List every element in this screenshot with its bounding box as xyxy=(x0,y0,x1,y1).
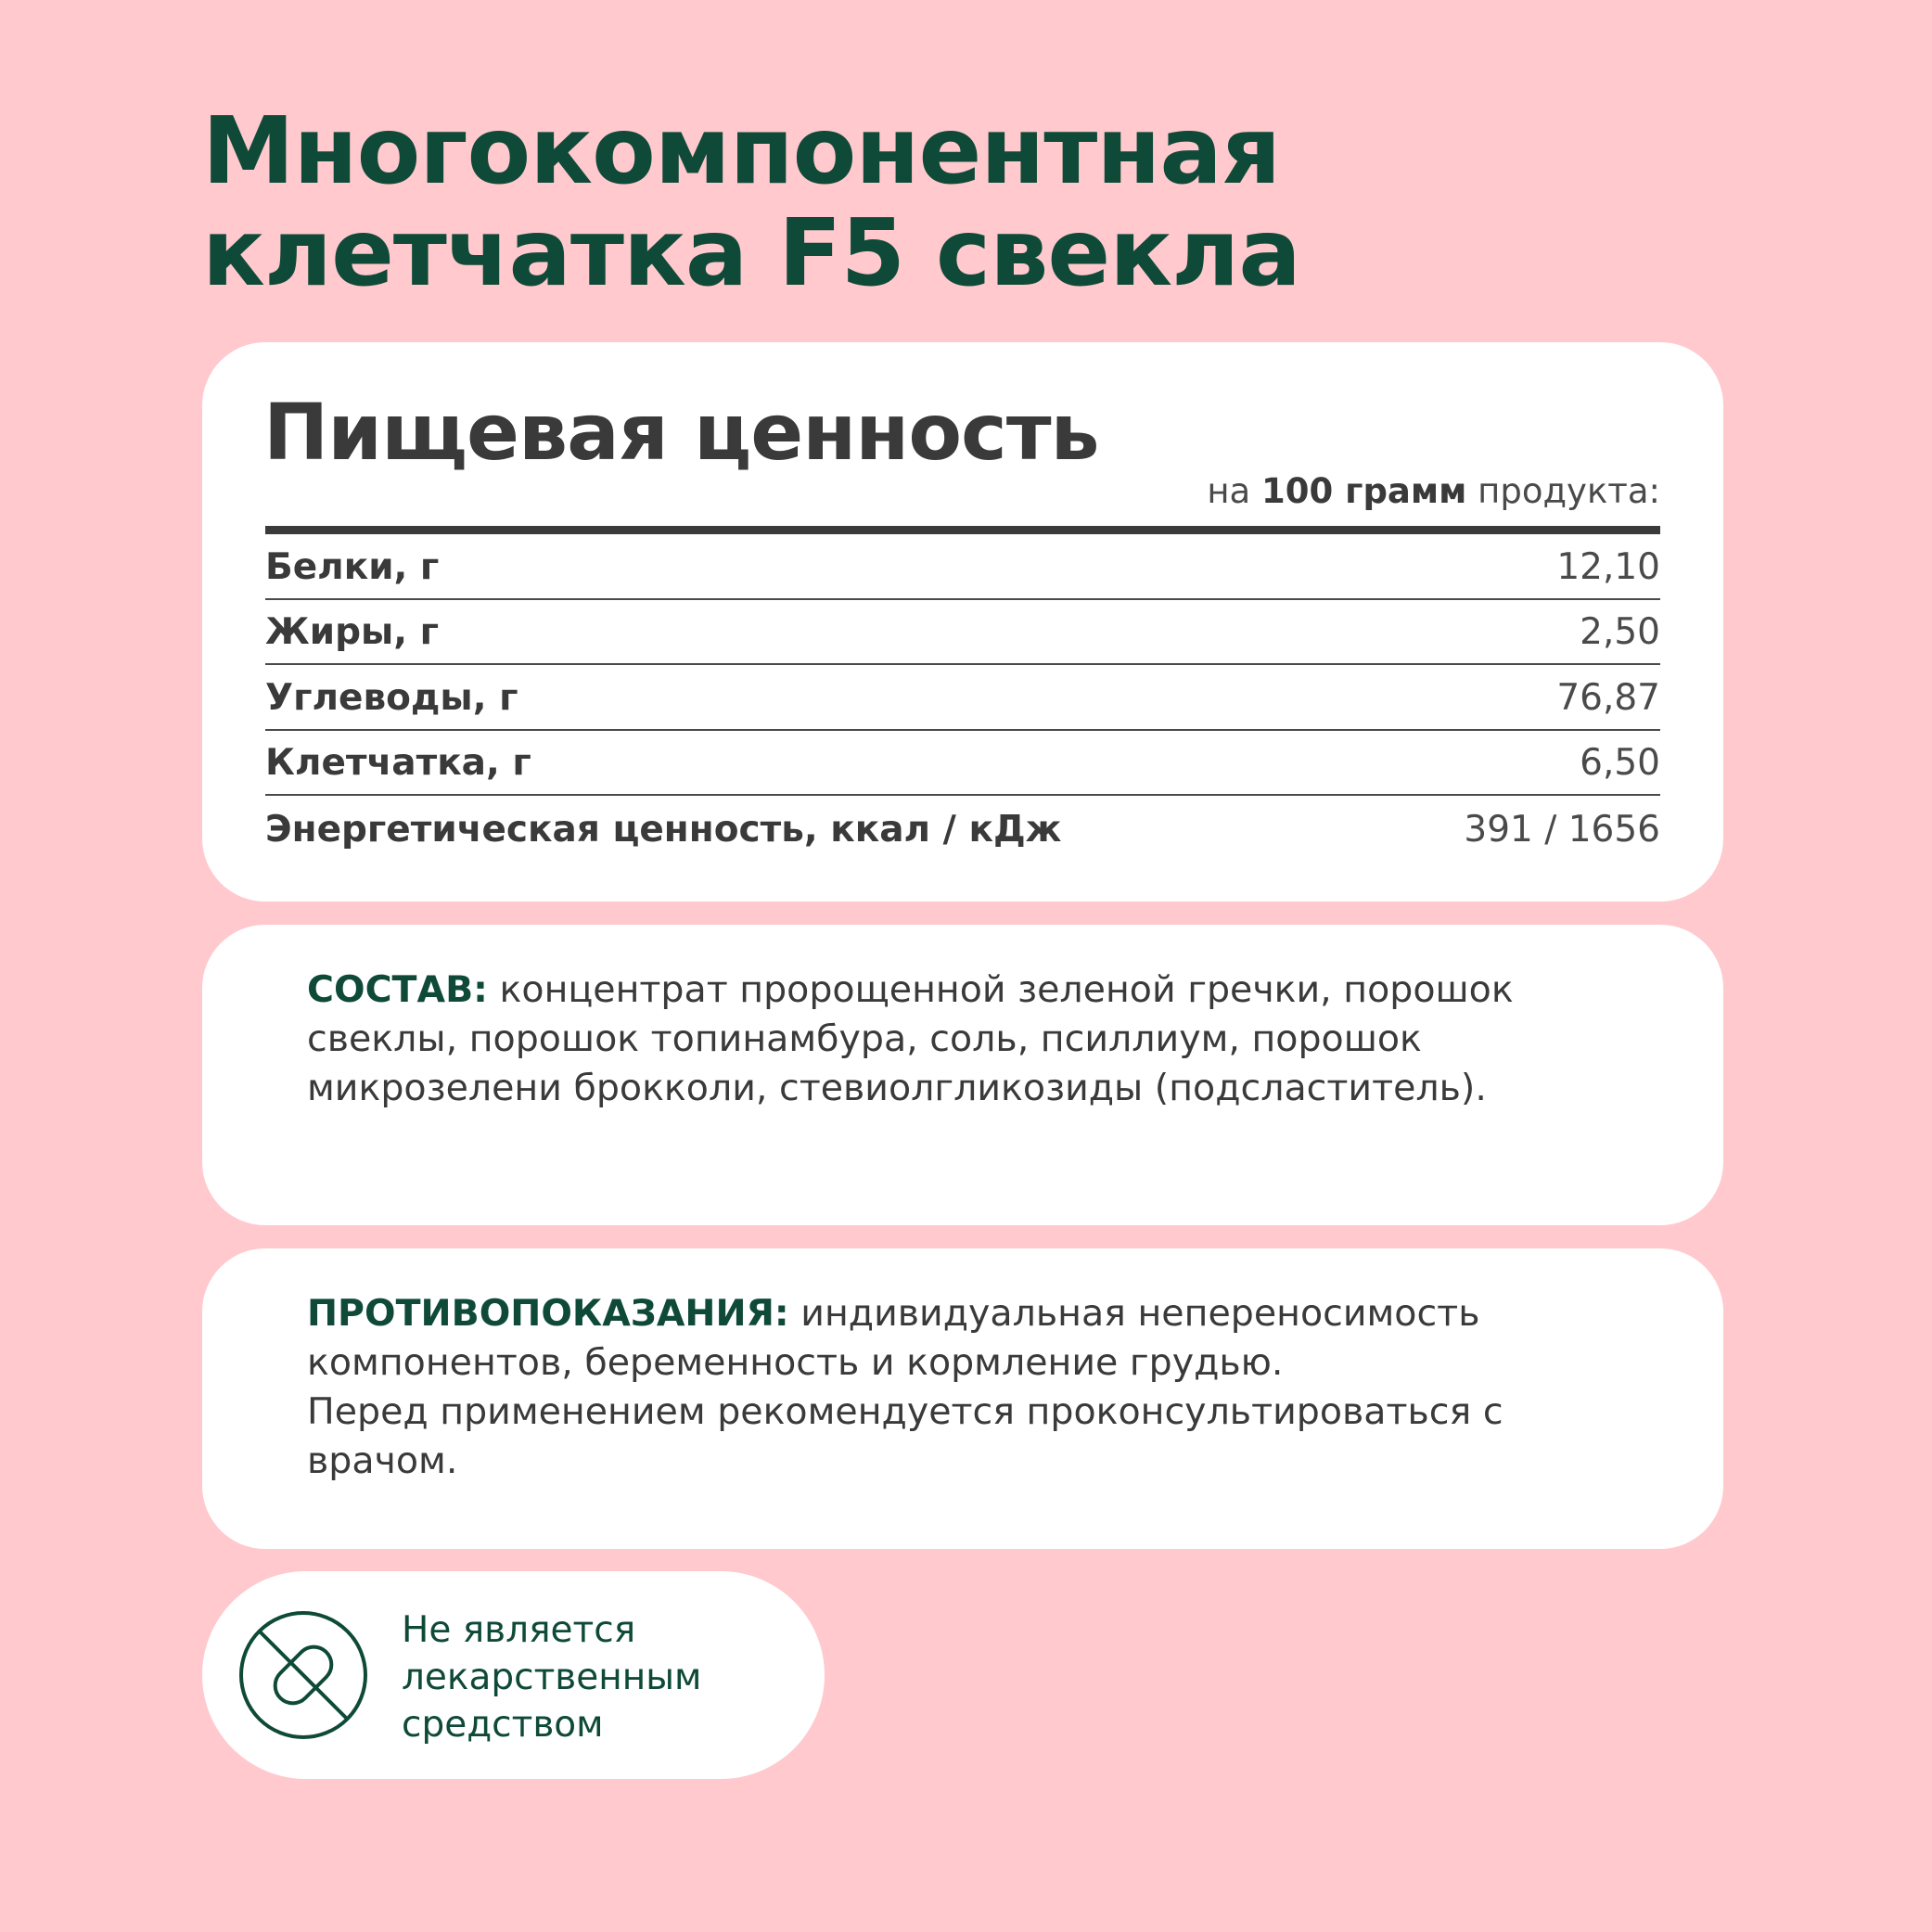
composition-body: концентрат пророщенной зеленой гречки, порошок свеклы, порошок топинамбура, соль, псиллиум, порошок микрозелени брокколи, стевиолгликозиды (подсластитель). xyxy=(307,968,1514,1109)
contraindications-label: ПРОТИВОПОКАЗАНИЯ: xyxy=(307,1292,789,1335)
nutrient-value: 76,87 xyxy=(1556,676,1660,719)
not-medicine-badge xyxy=(202,1571,825,1779)
table-row xyxy=(265,796,1660,862)
nutrient-name: Энергетическая ценность, ккал / кДж xyxy=(265,808,1062,851)
badge-line1: Не является xyxy=(402,1609,636,1651)
product-title-line1: Многокомпонентная xyxy=(202,96,1281,205)
badge-line3: средством xyxy=(402,1704,604,1746)
per-amount-note xyxy=(1207,470,1660,513)
badge-line2: лекарственным xyxy=(402,1657,702,1698)
nutrient-name: Углеводы, г xyxy=(265,676,518,719)
table-row xyxy=(265,665,1660,731)
nutrient-value: 2,50 xyxy=(1580,611,1660,654)
contraindications-card xyxy=(202,1248,1723,1549)
per-suffix: продукта: xyxy=(1478,471,1660,511)
table-row xyxy=(265,534,1660,600)
product-title-line2: клетчатка F5 свекла xyxy=(202,198,1300,307)
per-prefix: на xyxy=(1207,471,1251,511)
nutrient-name: Белки, г xyxy=(265,545,440,588)
table-row xyxy=(265,600,1660,666)
nutrient-name: Жиры, г xyxy=(265,611,440,654)
table-row xyxy=(265,731,1660,797)
nutrition-card xyxy=(202,342,1723,902)
product-title xyxy=(202,96,1593,307)
composition-text xyxy=(307,966,1643,1113)
per-amount: 100 грамм xyxy=(1261,471,1467,511)
nutrition-table xyxy=(265,534,1660,862)
contraindications-text xyxy=(307,1289,1643,1486)
nutrition-heading: Пищевая ценность xyxy=(263,387,1099,478)
no-pill-icon xyxy=(237,1609,369,1741)
nutrient-value: 12,10 xyxy=(1556,545,1660,588)
badge-text xyxy=(402,1606,791,1748)
composition-label: СОСТАВ: xyxy=(307,968,488,1011)
composition-card xyxy=(202,925,1723,1225)
nutrient-value: 391 / 1656 xyxy=(1464,808,1660,851)
nutrient-name: Клетчатка, г xyxy=(265,742,531,785)
contraindications-body: индивидуальная непереносимость компонентов, беременность и кормление грудью. xyxy=(307,1292,1480,1384)
contraindications-advice: Перед применением рекомендуется проконсультироваться с врачом. xyxy=(307,1390,1503,1482)
nutrient-value: 6,50 xyxy=(1580,742,1660,785)
table-top-rule xyxy=(265,526,1660,534)
